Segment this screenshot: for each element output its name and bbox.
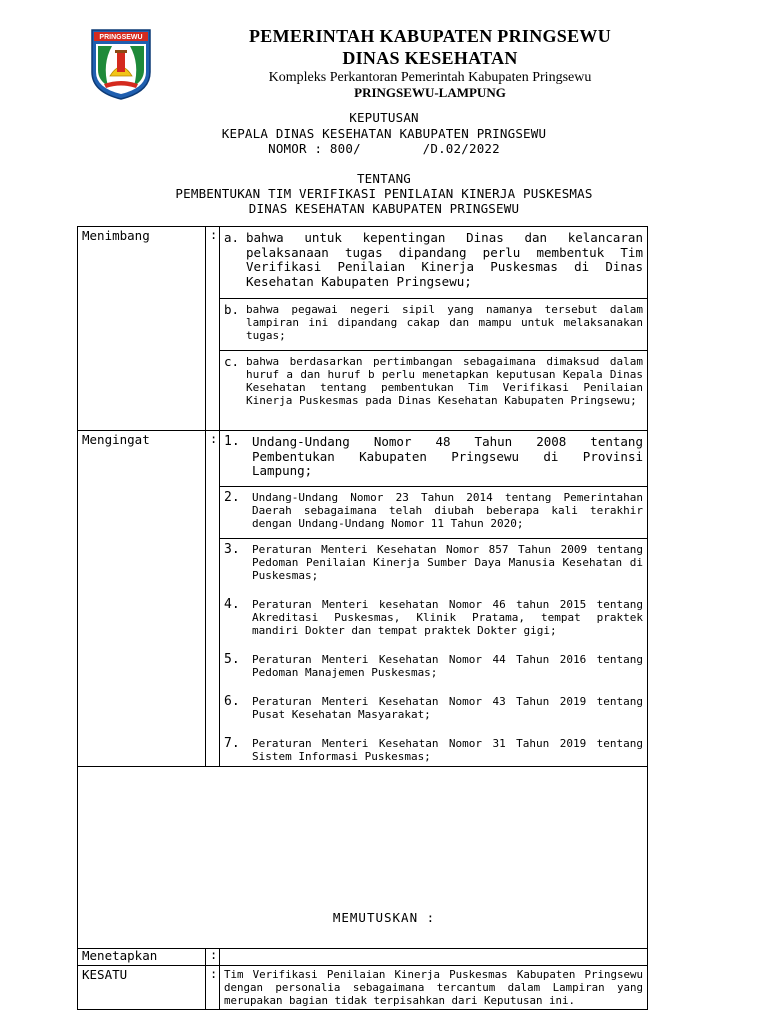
decree-title: KEPUTUSAN [349, 110, 419, 125]
mengingat-item-1 [220, 431, 648, 487]
table-row [78, 949, 648, 966]
item-text: Peraturan Menteri Kesehatan Nomor 44 Tahun 2016 tentang Pedoman Manajemen Puskesmas; [252, 653, 643, 679]
kesatu-value [220, 965, 648, 1009]
menimbang-item-c [220, 351, 648, 431]
kesatu-text: Tim Verifikasi Penilaian Kinerja Puskesmas Kabupaten Pringsewu dengan personalia sebagaimana tercantum dalam Lampiran yang merupakan bagian tidak terpisahkan dari Keputusan ini. [224, 967, 643, 1007]
item-text: Undang-Undang Nomor 23 Tahun 2014 tentang Pemerintahan Daerah sebagaimana telah diubah beberapa kali terakhir dengan Undang-Undang Nomor 11 Tahun 2020; [252, 491, 643, 530]
item-text: bahwa berdasarkan pertimbangan sebagaimana dimaksud dalam huruf a dan huruf b perlu menetapkan keputusan Kepala Dinas Kesehatan tentang pembentukan Tim Verifikasi Penilaian Kinerja Puskesmas pada Dinas Kesehatan Kabupaten Pringsewu; [246, 355, 643, 407]
menimbang-colon: : [206, 227, 220, 431]
item-marker: a. [224, 230, 240, 245]
mengingat-colon: : [206, 431, 220, 767]
table-row [78, 965, 648, 1009]
agency-name: DINAS KESEHATAN [342, 48, 518, 68]
item-marker: 7. [224, 736, 240, 751]
menetapkan-label: Menetapkan [78, 949, 206, 966]
item-marker: 1. [224, 434, 240, 449]
item-marker: c. [224, 354, 240, 369]
memutuskan-heading: MEMUTUSKAN : [332, 910, 436, 925]
item-marker: 5. [224, 652, 240, 667]
item-text: bahwa pegawai negeri sipil yang namanya tersebut dalam lampiran ini dipandang cakap dan mampu untuk melaksanakan tugas; [246, 303, 643, 342]
item-text: Peraturan Menteri Kesehatan Nomor 857 Tahun 2009 tentang Pedoman Penilaian Kinerja Sumber Daya Manusia Kesehatan di Puskesmas; [252, 543, 643, 582]
item-marker: 4. [224, 597, 240, 612]
table-row [78, 227, 648, 299]
city-region: PRINGSEWU-LAMPUNG [354, 85, 506, 100]
menetapkan-colon: : [206, 949, 220, 966]
decree-number: NOMOR : 800/ /D.02/2022 [268, 141, 500, 156]
decree-body-table [77, 226, 648, 1010]
item-text: Peraturan Menteri Kesehatan Nomor 43 Tahun 2019 tentang Pusat Kesehatan Masyarakat; [252, 695, 643, 721]
item-text: Undang-Undang Nomor 48 Tahun 2008 tentang Pembentukan Kabupaten Pringsewu di Provinsi Lampung; [252, 434, 643, 478]
decree-subject-line-2: DINAS KESEHATAN KABUPATEN PRINGSEWU [248, 201, 520, 216]
menimbang-item-a [220, 227, 648, 299]
kesatu-label: KESATU [78, 965, 206, 1009]
letterhead [0, 24, 768, 104]
mengingat-label: Mengingat [78, 431, 206, 767]
decree-subject-line-1: PEMBENTUKAN TIM VERIFIKASI PENILAIAN KINERJA PUSKESMAS [175, 186, 593, 201]
item-marker: b. [224, 302, 240, 317]
decree-issuer: KEPALA DINAS KESEHATAN KABUPATEN PRINGSEWU [221, 126, 547, 141]
item-text: Peraturan Menteri kesehatan Nomor 46 tahun 2015 tentang Akreditasi Puskesmas, Klinik Pratama, tempat praktek mandiri Dokter dan tempat praktek Dokter gigi; [252, 598, 643, 637]
decree-about-label: TENTANG [356, 171, 412, 186]
kesatu-colon: : [206, 965, 220, 1009]
office-address: Kompleks Perkantoran Pemerintah Kabupaten Pringsewu [268, 70, 592, 85]
table-row [78, 431, 648, 487]
menimbang-item-b [220, 299, 648, 351]
government-name: PEMERINTAH KABUPATEN PRINGSEWU [248, 26, 612, 46]
menetapkan-value [220, 949, 648, 966]
mengingat-item-2 [220, 487, 648, 539]
item-marker: 2. [224, 490, 240, 505]
item-text: Peraturan Menteri Kesehatan Nomor 31 Tahun 2019 tentang Sistem Informasi Puskesmas; [252, 737, 643, 763]
item-text: bahwa untuk kepentingan Dinas dan kelancaran pelaksanaan tugas dipandang perlu membentuk Tim Verifikasi Penilaian Kinerja Puskesmas di Dinas Kesehatan Kabupaten Pringsewu; [246, 230, 643, 289]
menimbang-label: Menimbang [78, 227, 206, 431]
emblem-caption: PRINGSEWU [99, 34, 143, 41]
item-marker: 6. [224, 694, 240, 709]
item-marker: 3. [224, 542, 240, 557]
pringsewu-regency-emblem [90, 28, 152, 100]
mengingat-items-3-7 [220, 539, 648, 767]
